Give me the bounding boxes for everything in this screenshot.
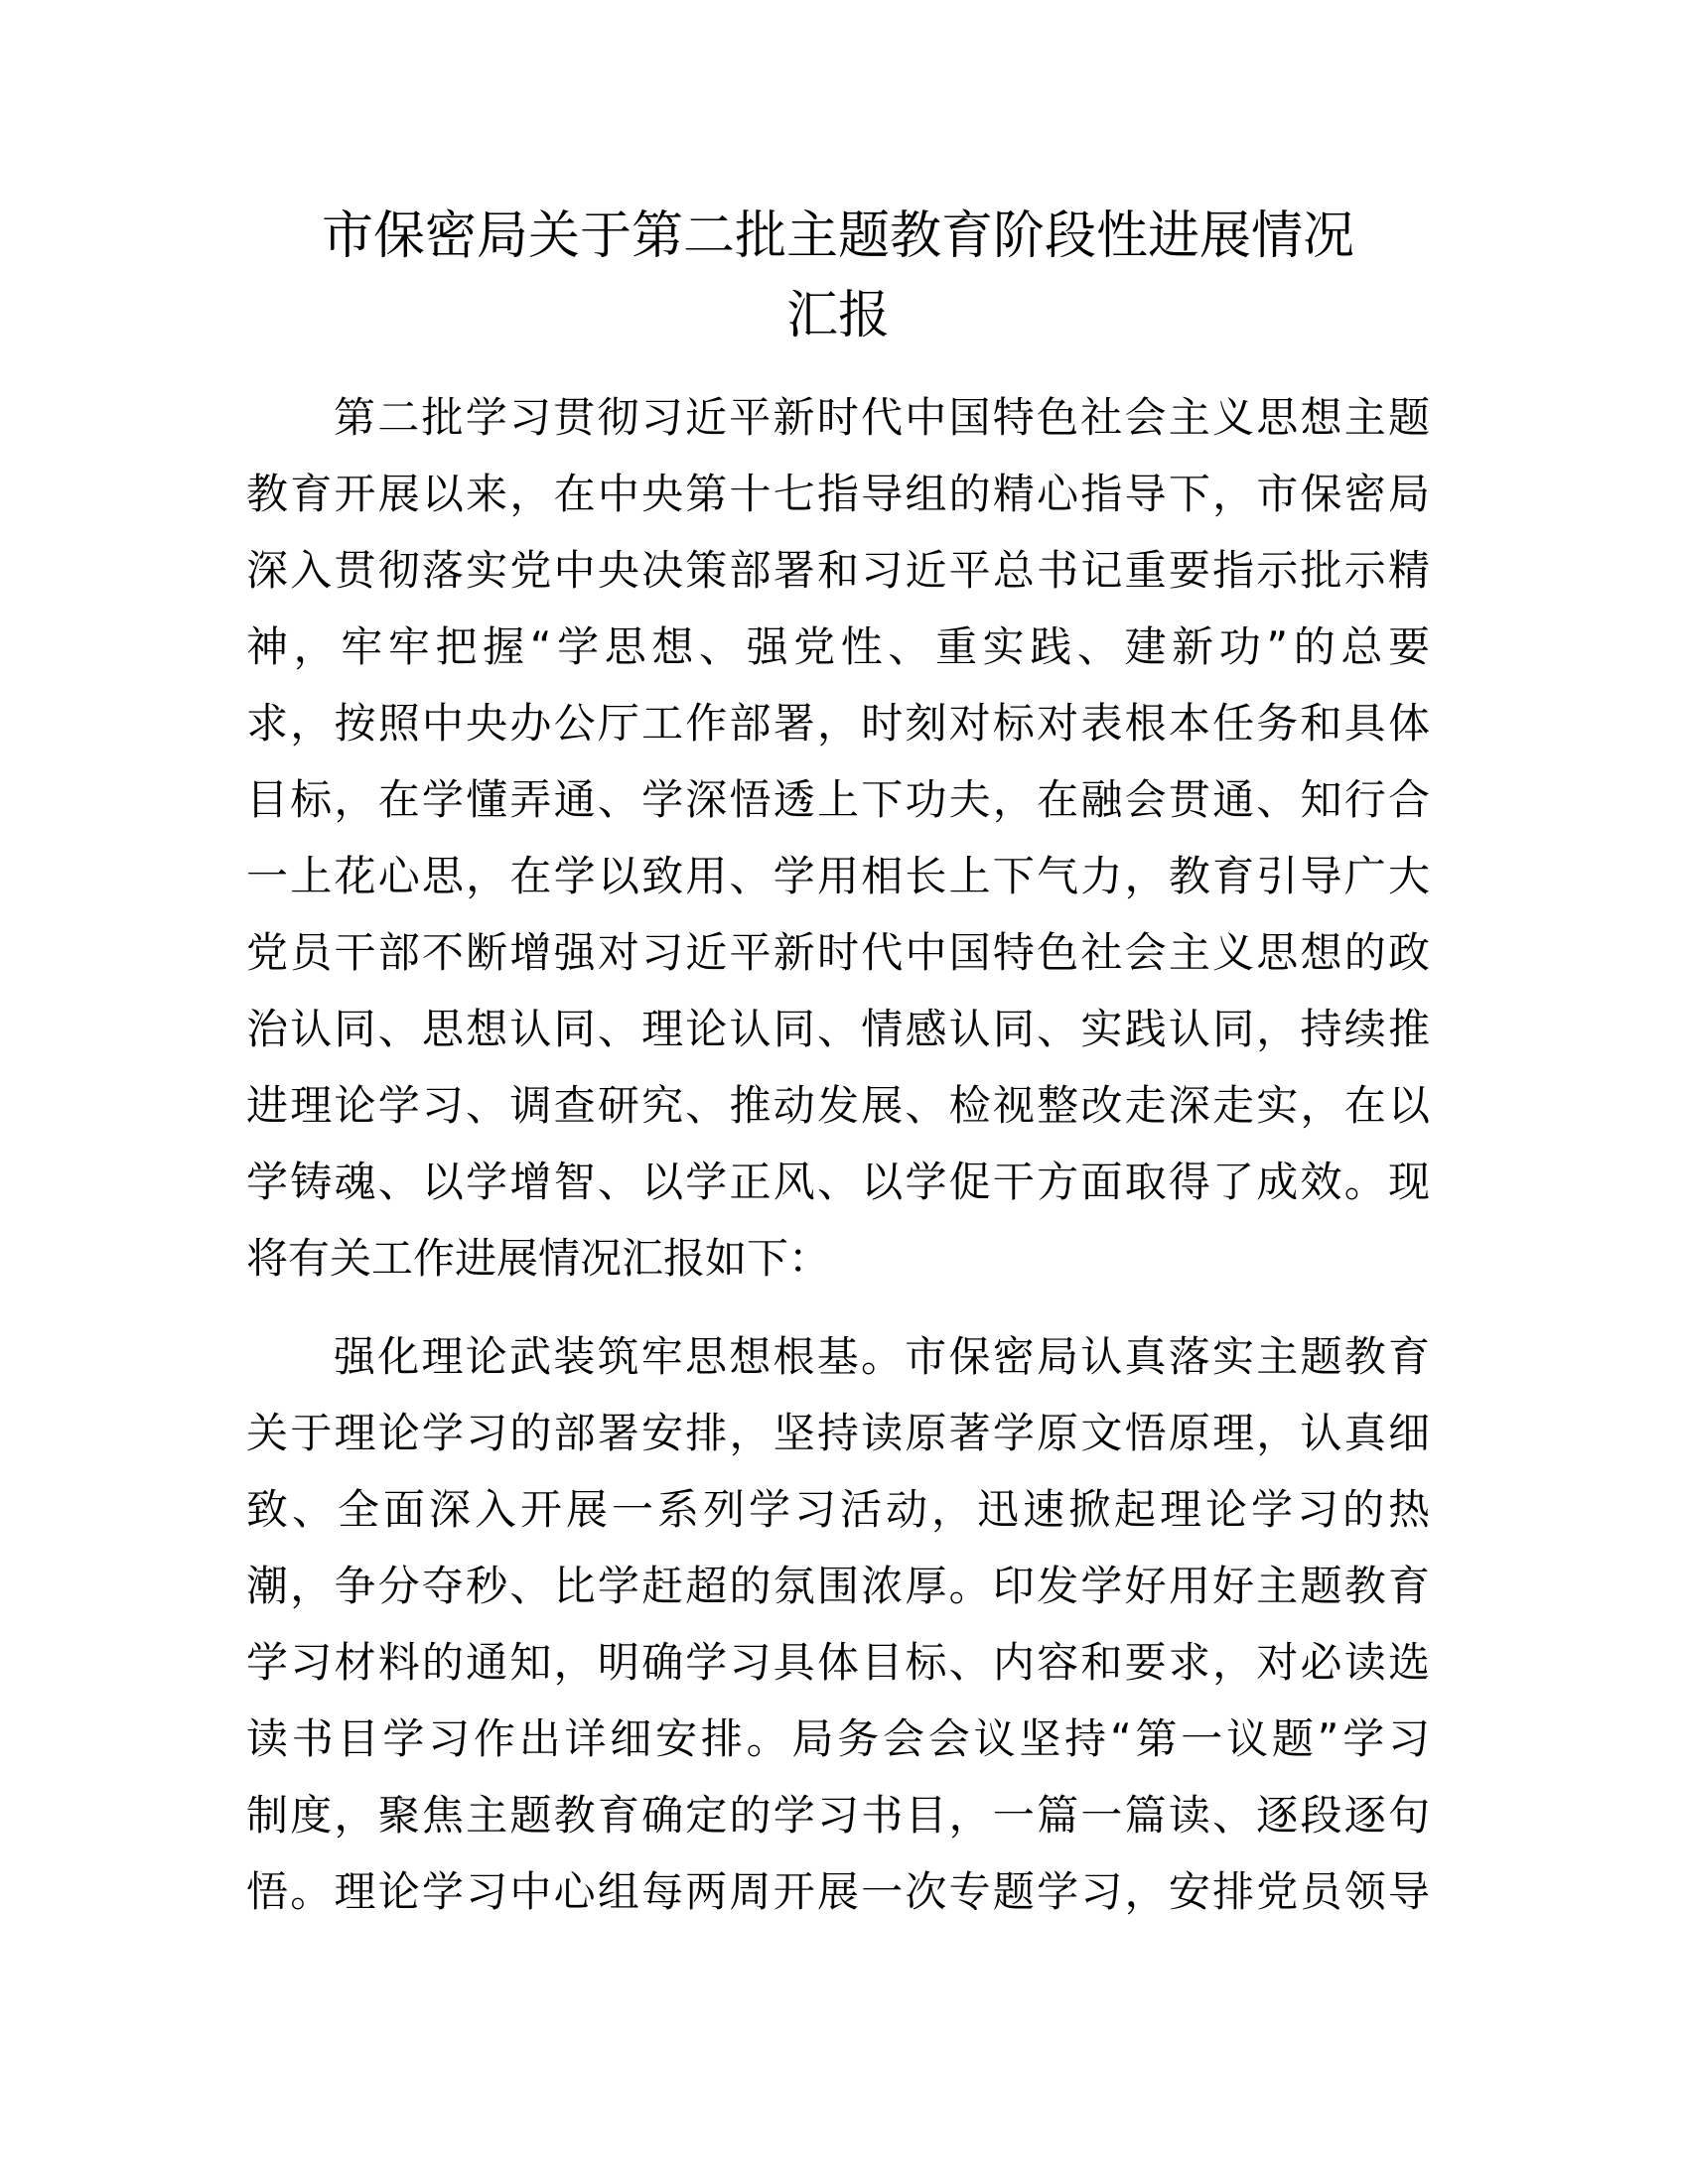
paragraph-line: 读书目学习作出详细安排。局务会会议坚持“第一议题”学习	[246, 1714, 1430, 1763]
paragraph-line: 潮，争分夺秒、比学赶超的氛围浓厚。印发学好用好主题教育	[246, 1562, 1430, 1610]
paragraph-line: 深入贯彻落实党中央决策部署和习近平总书记重要指示批示精	[246, 546, 1430, 595]
paragraph-line: 进理论学习、调查研究、推动发展、检视整改走深走实，在以	[246, 1081, 1430, 1130]
document-title-line-1: 市保密局关于第二批主题教育阶段性进展情况	[321, 206, 1354, 266]
document-title-line-2: 汇报	[785, 286, 890, 345]
paragraph-line: 关于理论学习的部署安排，坚持读原著学原文悟原理，认真细	[246, 1409, 1430, 1457]
paragraph-line: 教育开展以来，在中央第十七指导组的精心指导下，市保密局	[246, 470, 1430, 518]
paragraph-line: 学铸魂、以学增智、以学正风、以学促干方面取得了成效。现	[246, 1158, 1430, 1206]
paragraph-line: 学习材料的通知，明确学习具体目标、内容和要求，对必读选	[246, 1638, 1430, 1687]
paragraph-line: 求，按照中央办公厅工作部署，时刻对标对表根本任务和具体	[246, 699, 1430, 748]
paragraph-line: 致、全面深入开展一系列学习活动，迅速掀起理论学习的热	[246, 1485, 1430, 1534]
paragraph-line: 一上花心思，在学以致用、学用相长上下气力，教育引导广大	[246, 852, 1430, 900]
paragraph-line: 悟。理论学习中心组每两周开展一次专题学习，安排党员领导	[246, 1867, 1430, 1916]
paragraph-line: 神，牢牢把握“学思想、强党性、重实践、建新功”的总要	[246, 622, 1430, 671]
paragraph-line: 强化理论武装筑牢思想根基。市保密局认真落实主题教育	[334, 1332, 1430, 1381]
paragraph-line: 第二批学习贯彻习近平新时代中国特色社会主义思想主题	[334, 393, 1430, 442]
paragraph-line: 将有关工作进展情况汇报如下：	[246, 1234, 831, 1283]
paragraph-line: 党员干部不断增强对习近平新时代中国特色社会主义思想的政	[246, 928, 1430, 977]
paragraph-line: 目标，在学懂弄通、学深悟透上下功夫，在融会贯通、知行合	[246, 775, 1430, 824]
paragraph-line: 治认同、思想认同、理论认同、情感认同、实践认同，持续推	[246, 1005, 1430, 1053]
paragraph-line: 制度，聚焦主题教育确定的学习书目，一篇一篇读、逐段逐句	[246, 1791, 1430, 1840]
